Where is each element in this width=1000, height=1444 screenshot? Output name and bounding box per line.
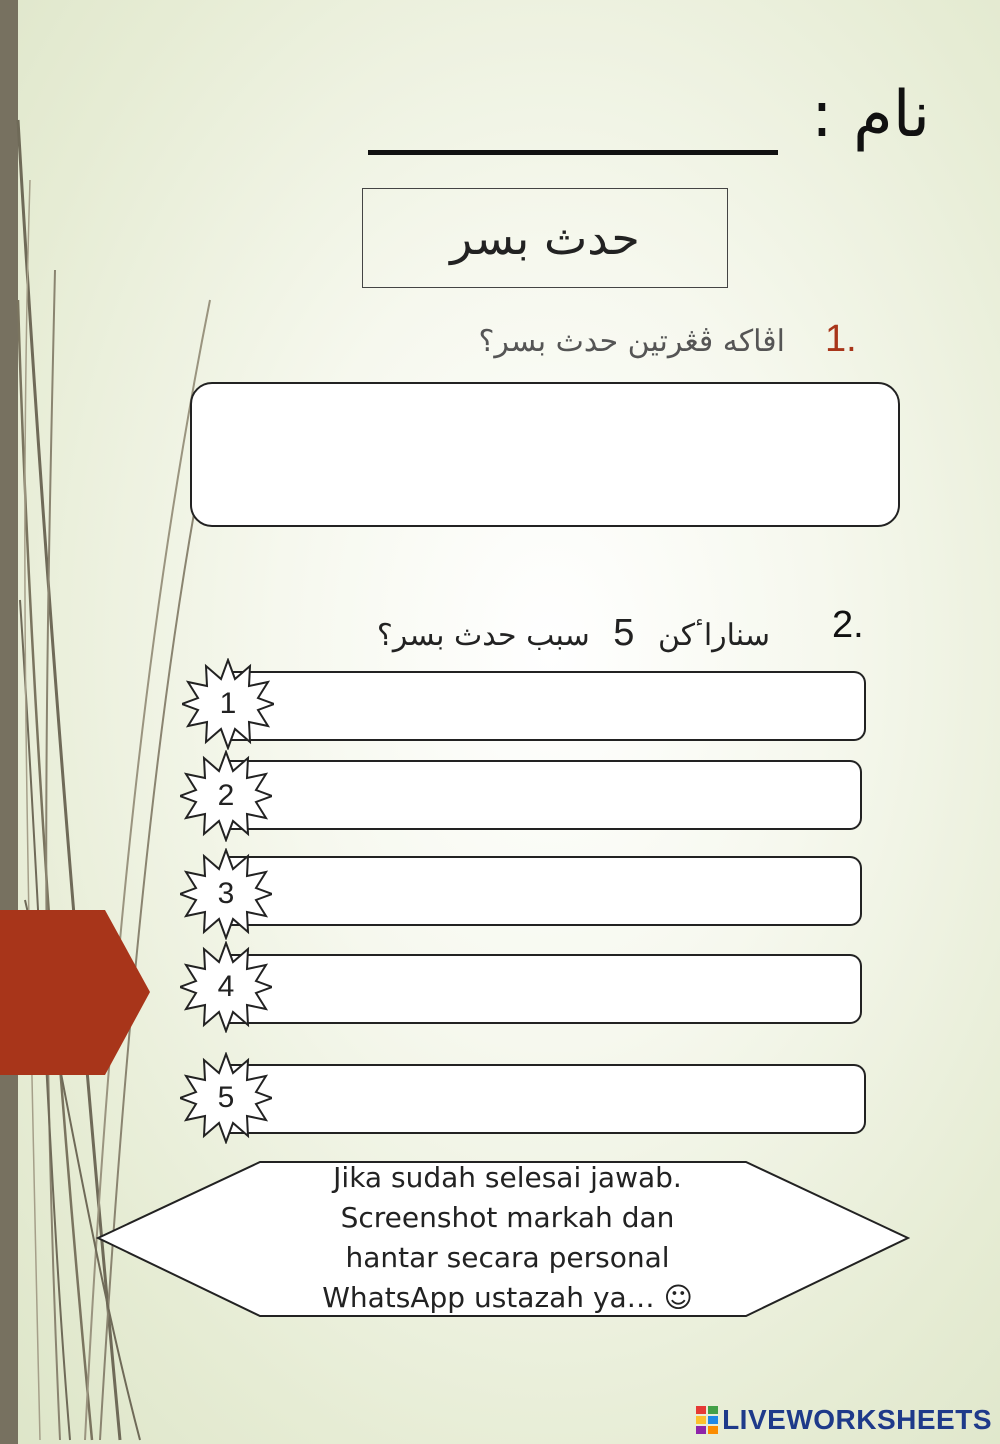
title-box [362,188,728,288]
star-badge-number: 2 [217,779,235,812]
star-badge-number: 5 [217,1081,235,1114]
question-1-answer-box[interactable] [190,382,900,527]
note-line-4: WhatsApp ustazah ya… ☺ [322,1280,693,1314]
star-badge-5 [180,1052,272,1144]
question-2-text-end: سبب حدث بسر؟ [376,618,590,653]
star-badge-1 [182,658,274,750]
liveworksheets-logo-text: LIVEWORKSHEETS [722,1404,992,1435]
question-2-text-start: سناراٴكن [657,618,770,653]
worksheet-title: حدث بسر [450,211,640,265]
name-answer-line[interactable] [368,150,778,155]
star-badge-number: 3 [217,877,235,910]
star-badge-number: 4 [217,970,235,1003]
star-badge-2 [180,750,272,842]
name-label: نام : [811,78,930,152]
answer-row-2[interactable] [228,760,862,830]
answer-row-1[interactable] [228,671,866,741]
red-arrow-tab [0,910,150,1075]
question-2-count: 5 [613,612,635,654]
liveworksheets-logo[interactable] [696,1404,992,1436]
question-2-number: 2. [832,604,864,646]
instruction-note [230,1160,785,1315]
question-2-text [377,612,770,655]
question-1-number: 1. [825,318,857,360]
star-badge-3 [180,848,272,940]
question-1-text: اڤاكه ڤڠرتين حدث بسر؟ [478,324,785,359]
note-line-2: Screenshot markah dan [340,1200,675,1234]
answer-row-5[interactable] [228,1064,866,1134]
liveworksheets-logo-icon [696,1406,718,1434]
answer-row-3[interactable] [228,856,862,926]
answer-row-4[interactable] [228,954,862,1024]
star-badge-number: 1 [219,687,237,720]
note-line-1: Jika sudah selesai jawab. [333,1160,682,1194]
star-badge-4 [180,941,272,1033]
note-line-3: hantar secara personal [345,1240,670,1274]
